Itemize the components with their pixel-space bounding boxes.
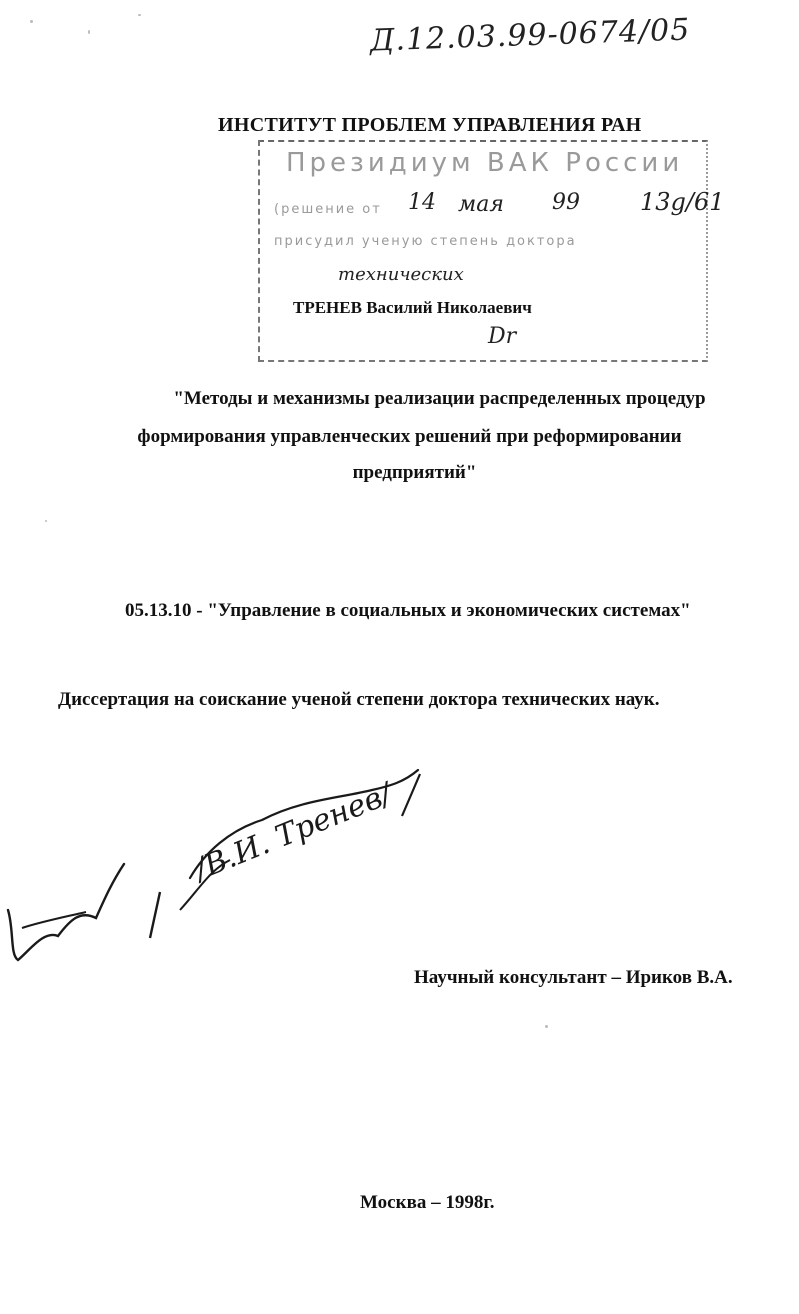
stamp-year: 99 <box>552 190 580 215</box>
stamp-award-label: присудил ученую степень доктора <box>274 234 577 249</box>
stamp-day: 14 <box>408 190 436 215</box>
thesis-title-line-3: предприятий" <box>352 462 477 483</box>
stamp-initials: Dr <box>488 324 517 349</box>
stamp-decision-label: (решение от <box>274 202 382 217</box>
scan-speck <box>138 14 141 16</box>
stamp-decision-number: 13g/61 <box>640 188 725 216</box>
stamp-science-branch: технических <box>338 264 464 285</box>
vak-stamp <box>258 140 725 362</box>
scan-speck <box>545 1025 548 1028</box>
specialty-code: 05.13.10 - "Управление в социальных и экономических системах" <box>125 600 691 621</box>
scan-speck <box>30 20 33 23</box>
archive-number: Д.12.03.99-0674/05 <box>369 12 691 59</box>
author-name: ТРЕНЕВ Василий Николаевич <box>293 298 532 317</box>
stamp-month: мая <box>458 192 504 217</box>
scan-speck <box>45 520 47 522</box>
degree-statement: Диссертация на соискание ученой степени доктора технических наук. <box>58 689 660 710</box>
author-signature <box>0 760 460 980</box>
city-year: Москва – 1998г. <box>360 1192 495 1213</box>
thesis-title-line-2: формирования управленческих решений при реформировании <box>137 426 682 447</box>
scan-speck <box>88 30 90 34</box>
signature-text: /В.И. Тренев/ <box>189 776 397 888</box>
stamp-header: Президиум ВАК России <box>286 148 684 178</box>
scientific-consultant: Научный консультант – Ириков В.А. <box>414 967 733 988</box>
institute-name: ИНСТИТУТ ПРОБЛЕМ УПРАВЛЕНИЯ РАН <box>218 114 642 136</box>
thesis-title-line-1: "Методы и механизмы реализации распределенных процедур <box>173 388 706 409</box>
